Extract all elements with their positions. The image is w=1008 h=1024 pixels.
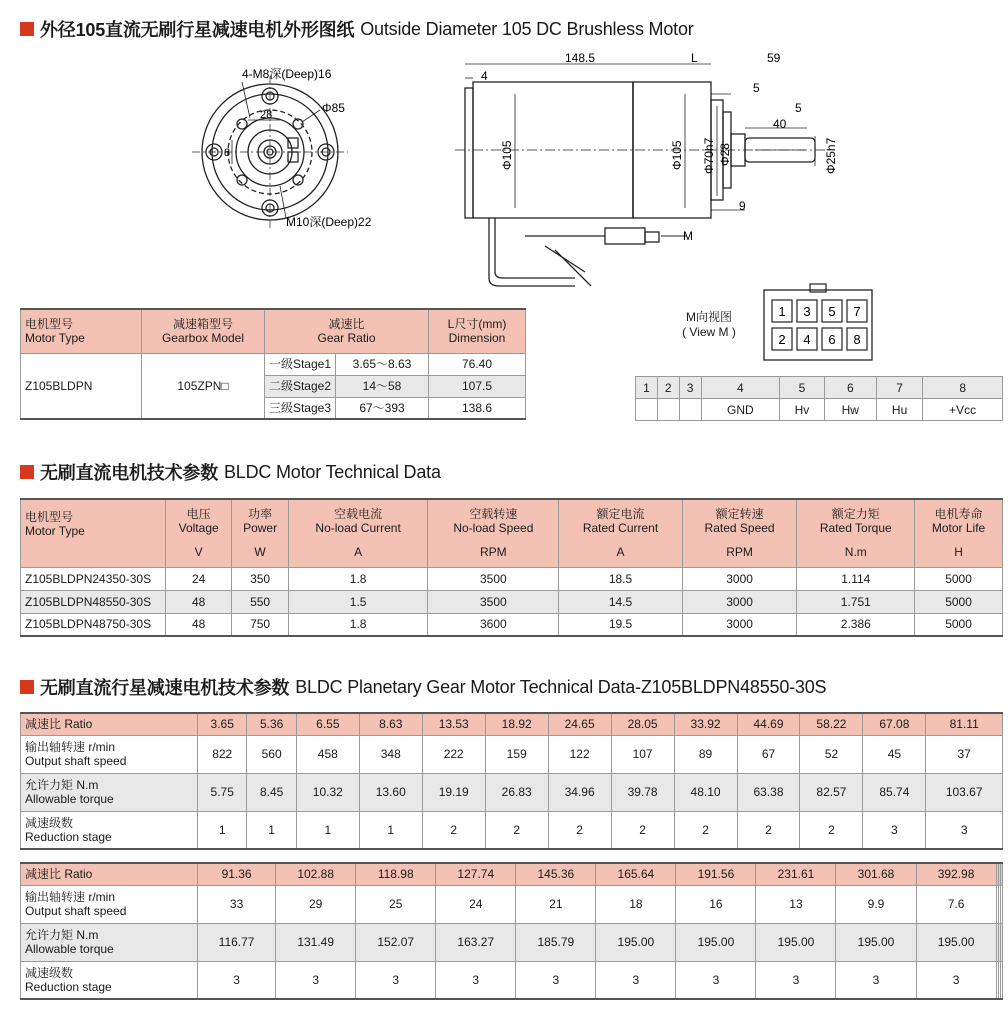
- motor-value-cell: 1.8: [288, 567, 428, 590]
- connector-pin-number: 3: [803, 304, 811, 319]
- len-59-label: 59: [767, 51, 781, 65]
- gear-value-cell: 3: [436, 961, 516, 999]
- pin-number-cell: 1: [636, 377, 658, 399]
- gear-value-cell: 163.27: [436, 923, 516, 961]
- gear-row-label: 输出轴转速 r/min Output shaft speed: [21, 735, 198, 773]
- motor-col-header: 空载电流 No-load Current A: [288, 499, 428, 567]
- gear-row-label: 输出轴转速 r/min Output shaft speed: [21, 885, 198, 923]
- gear-value-cell: 29: [276, 885, 356, 923]
- motor-value-cell: 2.386: [797, 613, 915, 636]
- gear-row-ratio: [21, 713, 1003, 735]
- pin-signal-cell: [679, 399, 701, 421]
- phi28-label: Φ28: [718, 143, 732, 166]
- motor-value-cell: 5000: [915, 613, 1003, 636]
- gb-stage: 三级Stage3: [265, 397, 336, 419]
- gear-value-cell: 2: [800, 811, 863, 849]
- front-8-label: 8: [224, 147, 231, 159]
- gear-value-cell: 185.79: [516, 923, 596, 961]
- view-m-arrow-label: M: [683, 229, 693, 243]
- gb-dim: 138.6: [429, 397, 526, 419]
- gear-value-cell: 3: [676, 961, 756, 999]
- gear-value-cell: 191.56: [676, 863, 756, 885]
- pin-number-cell: 7: [876, 377, 922, 399]
- gear-value-cell: 25: [356, 885, 436, 923]
- motor-value-cell: 1.5: [288, 590, 428, 613]
- phi25-label: Φ25h7: [824, 137, 838, 174]
- motor-value-cell: 19.5: [559, 613, 682, 636]
- phi105a-label: Φ105: [500, 140, 514, 170]
- phi105b-label: Φ105: [670, 140, 684, 170]
- gear-value-cell: 28.05: [611, 713, 674, 735]
- gear-value-cell: 3: [916, 961, 996, 999]
- connector-pin-number: 5: [828, 304, 836, 319]
- gear-value-cell: 9.9: [836, 885, 916, 923]
- gear-value-cell: 13: [756, 885, 836, 923]
- gear-value-cell: 85.74: [863, 773, 926, 811]
- gear-value-cell: 24: [436, 885, 516, 923]
- len-5a-label: 5: [753, 81, 760, 95]
- motor-value-cell: 1.751: [797, 590, 915, 613]
- gear-value-cell: 458: [296, 735, 359, 773]
- gear-row-torque: [21, 923, 1003, 961]
- gear-value-cell: 231.61: [756, 863, 836, 885]
- title-square-icon: [20, 465, 34, 479]
- gear-value-cell: 103.67: [926, 773, 1003, 811]
- motor-value-cell: 3000: [682, 613, 797, 636]
- gear-value-cell: 6.55: [296, 713, 359, 735]
- gear-row-stage: [21, 961, 1003, 999]
- len-5b-label: 5: [795, 101, 802, 115]
- gb-gearbox-cell: 105ZPN□: [142, 353, 265, 419]
- front-holes-label: 4-M8深(Deep)16: [242, 67, 332, 81]
- gear-value-cell: 33: [198, 885, 276, 923]
- gear-value-cell: 3: [198, 961, 276, 999]
- gear-value-cell: [1000, 885, 1002, 923]
- motor-col-header: 电压 Voltage V: [166, 499, 232, 567]
- motor-col-header: 额定力矩 Rated Torque N.m: [797, 499, 915, 567]
- gear-value-cell: 89: [674, 735, 737, 773]
- gear-row-speed: [21, 885, 1003, 923]
- gear-value-cell: 3: [926, 811, 1003, 849]
- motor-col-header: 功率 Power W: [232, 499, 289, 567]
- gear-value-cell: 392.98: [916, 863, 996, 885]
- gear-value-cell: 195.00: [756, 923, 836, 961]
- gear-value-cell: 195.00: [676, 923, 756, 961]
- gb-stage: 二级Stage2: [265, 375, 336, 397]
- gb-col-motor: 电机型号 Motor Type: [21, 309, 142, 353]
- gear-value-cell: 58.22: [800, 713, 863, 735]
- gear-row-torque: [21, 773, 1003, 811]
- motor-value-cell: 5000: [915, 590, 1003, 613]
- motor-col-header: 额定电流 Rated Current A: [559, 499, 682, 567]
- gear-row-label: 减速比 Ratio: [21, 713, 198, 735]
- gear-value-cell: 8.63: [359, 713, 422, 735]
- motor-value-cell: 3000: [682, 567, 797, 590]
- gear-value-cell: 37: [926, 735, 1003, 773]
- side-view-drawing: [455, 50, 845, 300]
- motor-value-cell: 3500: [428, 590, 559, 613]
- gear-value-cell: 1: [359, 811, 422, 849]
- motor-value-cell: 24: [166, 567, 232, 590]
- gear-value-cell: 1: [247, 811, 296, 849]
- gear-value-cell: 24.65: [548, 713, 611, 735]
- gear-value-cell: 560: [247, 735, 296, 773]
- motor-value-cell: 5000: [915, 567, 1003, 590]
- front-thread-label: M10深(Deep)22: [286, 215, 372, 229]
- gb-dim: 107.5: [429, 375, 526, 397]
- gear-value-cell: 118.98: [356, 863, 436, 885]
- motor-value-cell: 550: [232, 590, 289, 613]
- gear-value-cell: 16: [676, 885, 756, 923]
- gear-value-cell: 13.60: [359, 773, 422, 811]
- gear-value-cell: 63.38: [737, 773, 800, 811]
- gear-value-cell: 122: [548, 735, 611, 773]
- gear-value-cell: 222: [422, 735, 485, 773]
- gear-value-cell: 2: [485, 811, 548, 849]
- gb-motor-cell: Z105BLDPN: [21, 353, 142, 419]
- motor-type-cell: Z105BLDPN24350-30S: [21, 567, 166, 590]
- gear-value-cell: 822: [198, 735, 247, 773]
- gear-value-cell: 131.49: [276, 923, 356, 961]
- gear-value-cell: 39.78: [611, 773, 674, 811]
- gb-ratio: 67～393: [336, 397, 429, 419]
- len-9-label: 9: [739, 199, 746, 213]
- gb-col-ratio: 减速比 Gear Ratio: [265, 309, 429, 353]
- gear-value-cell: 34.96: [548, 773, 611, 811]
- pin-signal-cell: GND: [701, 399, 780, 421]
- gear-value-cell: [1000, 863, 1002, 885]
- pin-number-cell: 3: [679, 377, 701, 399]
- motor-value-cell: 3600: [428, 613, 559, 636]
- gear-value-cell: 145.36: [516, 863, 596, 885]
- gear-value-cell: 81.11: [926, 713, 1003, 735]
- section-title-motor-data: 无刷直流电机技术参数 BLDC Motor Technical Data: [20, 459, 441, 485]
- gear-value-cell: 3: [863, 811, 926, 849]
- gear-value-cell: 3: [596, 961, 676, 999]
- connector-view-label: M向视图 ( View M ): [682, 310, 736, 339]
- title-square-icon: [20, 680, 34, 694]
- gear-value-cell: 3: [516, 961, 596, 999]
- gear-table-block-1: [20, 712, 1003, 850]
- motor-type-cell: Z105BLDPN48750-30S: [21, 613, 166, 636]
- gear-row-label: 允许力矩 N.m Allowable torque: [21, 923, 198, 961]
- front-28-label: 28: [260, 109, 273, 121]
- gear-value-cell: 2: [422, 811, 485, 849]
- front-dia-label: Φ85: [322, 101, 345, 115]
- gear-value-cell: [1000, 961, 1002, 999]
- section-title-outline: 外径105直流无刷行星减速电机外形图纸 Outside Diameter 105 DC Brushless Motor: [20, 16, 694, 42]
- len-4-label: 4: [481, 69, 488, 83]
- motor-col-header: 电机寿命 Motor Life H: [915, 499, 1003, 567]
- pin-signal-cell: Hu: [876, 399, 922, 421]
- motor-value-cell: 1.8: [288, 613, 428, 636]
- table-row: [21, 613, 1003, 636]
- gear-value-cell: 18: [596, 885, 676, 923]
- pin-number-cell: 5: [780, 377, 825, 399]
- pin-signal-cell: +Vcc: [923, 399, 1003, 421]
- gear-value-cell: 82.57: [800, 773, 863, 811]
- gear-value-cell: 107: [611, 735, 674, 773]
- gear-value-cell: 13.53: [422, 713, 485, 735]
- gear-table-block-2: [20, 862, 1003, 1000]
- gear-row-ratio: [21, 863, 1003, 885]
- motor-table: [20, 498, 1003, 637]
- connector-pin-number: 8: [853, 332, 861, 347]
- connector-pin-number: 7: [853, 304, 861, 319]
- gear-value-cell: 19.19: [422, 773, 485, 811]
- connector-drawing: [760, 282, 880, 362]
- len-40-label: 40: [773, 117, 787, 131]
- gear-value-cell: 2: [737, 811, 800, 849]
- gear-row-label: 减速比 Ratio: [21, 863, 198, 885]
- motor-value-cell: 14.5: [559, 590, 682, 613]
- len-l-label: L: [691, 51, 698, 65]
- pin-table: [635, 376, 1003, 421]
- table-row: [21, 590, 1003, 613]
- gear-value-cell: 152.07: [356, 923, 436, 961]
- gb-col-dim: L尺寸(mm) Dimension: [429, 309, 526, 353]
- gear-row-label: 减速级数 Reduction stage: [21, 811, 198, 849]
- table-row: [21, 567, 1003, 590]
- gear-value-cell: 195.00: [596, 923, 676, 961]
- gear-value-cell: 102.88: [276, 863, 356, 885]
- gear-value-cell: 3: [276, 961, 356, 999]
- gear-value-cell: 1: [198, 811, 247, 849]
- motor-type-cell: Z105BLDPN48550-30S: [21, 590, 166, 613]
- gear-value-cell: 8.45: [247, 773, 296, 811]
- gear-value-cell: 348: [359, 735, 422, 773]
- gear-value-cell: 3: [756, 961, 836, 999]
- motor-value-cell: 3500: [428, 567, 559, 590]
- gear-value-cell: [1000, 923, 1002, 961]
- motor-col-header: 额定转速 Rated Speed RPM: [682, 499, 797, 567]
- gb-dim: 76.40: [429, 353, 526, 375]
- gear-value-cell: 1: [296, 811, 359, 849]
- gear-value-cell: 2: [548, 811, 611, 849]
- gear-value-cell: 5.75: [198, 773, 247, 811]
- gear-value-cell: 10.32: [296, 773, 359, 811]
- gear-value-cell: 21: [516, 885, 596, 923]
- pin-signal-cell: Hv: [780, 399, 825, 421]
- title-square-icon: [20, 22, 34, 36]
- gear-value-cell: 33.92: [674, 713, 737, 735]
- gear-value-cell: 127.74: [436, 863, 516, 885]
- gear-value-cell: 45: [863, 735, 926, 773]
- connector-pin-number: 2: [778, 332, 786, 347]
- section-title-gear-data: 无刷直流行星减速电机技术参数 BLDC Planetary Gear Motor Technical Data-Z105BLDPN48550-30S: [20, 674, 826, 700]
- gb-ratio: 3.65～8.63: [336, 353, 429, 375]
- gear-row-label: 允许力矩 N.m Allowable torque: [21, 773, 198, 811]
- gear-value-cell: 3: [836, 961, 916, 999]
- gear-value-cell: 44.69: [737, 713, 800, 735]
- motor-value-cell: 18.5: [559, 567, 682, 590]
- gear-value-cell: 18.92: [485, 713, 548, 735]
- gb-col-gearbox: 减速箱型号 Gearbox Model: [142, 309, 265, 353]
- motor-col-header: 电机型号 Motor Type: [21, 499, 166, 567]
- motor-col-header: 空载转速 No-load Speed RPM: [428, 499, 559, 567]
- gear-value-cell: 2: [674, 811, 737, 849]
- gear-value-cell: 5.36: [247, 713, 296, 735]
- gear-value-cell: 67: [737, 735, 800, 773]
- pin-number-cell: 4: [701, 377, 780, 399]
- gear-value-cell: 2: [611, 811, 674, 849]
- gear-value-cell: 301.68: [836, 863, 916, 885]
- connector-pin-number: 6: [828, 332, 836, 347]
- gear-value-cell: 195.00: [836, 923, 916, 961]
- motor-value-cell: 48: [166, 613, 232, 636]
- pin-signal-cell: [636, 399, 658, 421]
- gear-value-cell: 116.77: [198, 923, 276, 961]
- gear-value-cell: 26.83: [485, 773, 548, 811]
- gear-value-cell: 195.00: [916, 923, 996, 961]
- gear-value-cell: 165.64: [596, 863, 676, 885]
- phi70-label: Φ70h7: [702, 137, 716, 174]
- len-148-label: 148.5: [565, 51, 596, 65]
- motor-value-cell: 3000: [682, 590, 797, 613]
- connector-pin-number: 4: [803, 332, 811, 347]
- motor-value-cell: 350: [232, 567, 289, 590]
- gear-row-label: 减速级数 Reduction stage: [21, 961, 198, 999]
- pin-number-cell: 2: [657, 377, 679, 399]
- connector-pin-number: 1: [778, 304, 786, 319]
- gb-stage: 一级Stage1: [265, 353, 336, 375]
- gear-value-cell: 67.08: [863, 713, 926, 735]
- gear-value-cell: 3: [356, 961, 436, 999]
- gearbox-table: [20, 308, 526, 420]
- gear-row-stage: [21, 811, 1003, 849]
- motor-value-cell: 750: [232, 613, 289, 636]
- gear-value-cell: 159: [485, 735, 548, 773]
- gear-value-cell: 91.36: [198, 863, 276, 885]
- gear-value-cell: 52: [800, 735, 863, 773]
- pin-number-cell: 6: [824, 377, 876, 399]
- gear-value-cell: 3.65: [198, 713, 247, 735]
- front-view-drawing: [190, 60, 400, 240]
- gear-row-speed: [21, 735, 1003, 773]
- gear-value-cell: 48.10: [674, 773, 737, 811]
- pin-signal-cell: Hw: [824, 399, 876, 421]
- pin-number-cell: 8: [923, 377, 1003, 399]
- gb-ratio: 14～58: [336, 375, 429, 397]
- motor-value-cell: 48: [166, 590, 232, 613]
- gear-value-cell: 7.6: [916, 885, 996, 923]
- motor-value-cell: 1.114: [797, 567, 915, 590]
- pin-signal-cell: [657, 399, 679, 421]
